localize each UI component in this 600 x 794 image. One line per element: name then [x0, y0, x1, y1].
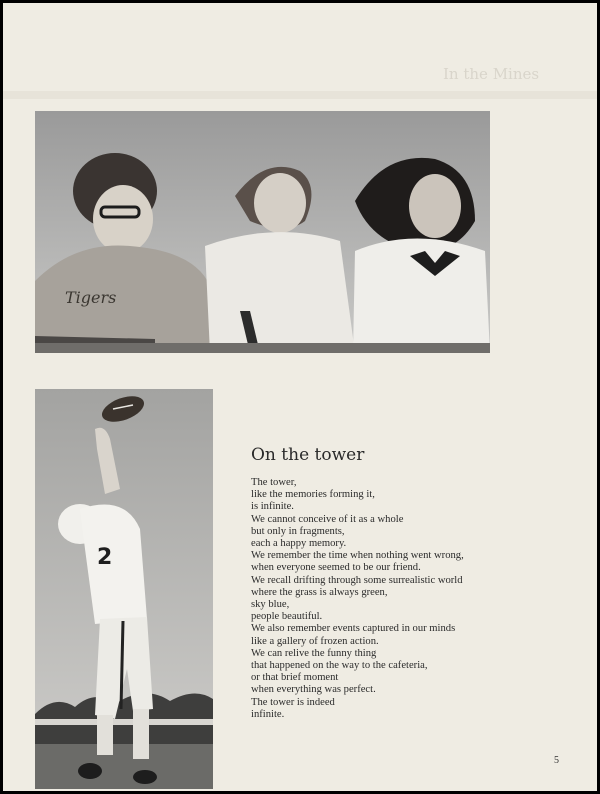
page-number: 5 [554, 755, 559, 766]
poem-line: or that brief moment [251, 672, 339, 684]
poem-line: We can relive the funny thing [251, 647, 377, 659]
bleed-through-header: In the Mines [443, 65, 540, 83]
poem-line: each a happy memory. [251, 538, 347, 550]
poem-line: We recall drifting through some surrealistic world [251, 574, 463, 586]
poem-line: The tower, [251, 477, 297, 488]
poem-line: but only in fragments, [251, 525, 345, 537]
poem-body [251, 477, 551, 721]
poem-line: We also remember events captured in our minds [251, 623, 456, 635]
svg-text:2: 2 [97, 545, 113, 570]
poem-line: that happened on the way to the cafeteria, [251, 660, 428, 672]
poem-line: people beautiful. [251, 611, 323, 623]
poem-line: The tower is indeed [251, 696, 335, 708]
bleed-through-band [3, 91, 597, 99]
article-title: On the tower [251, 445, 365, 465]
poem-line: sky blue, [251, 599, 290, 611]
photo-three-girls [35, 111, 490, 353]
poem-line: like the memories forming it, [251, 489, 375, 501]
yearbook-page [3, 3, 597, 791]
poem-line: when everything was perfect. [251, 684, 376, 696]
poem-line: We cannot conceive of it as a whole [251, 513, 404, 525]
photo-three-girls-image [35, 111, 490, 353]
poem-line: where the grass is always green, [251, 586, 388, 598]
poem-line: is infinite. [251, 501, 294, 513]
poem-line: like a gallery of frozen action. [251, 635, 379, 647]
tigers-shirt-text: Tigers [65, 288, 117, 307]
poem-line: infinite. [251, 708, 285, 720]
poem-line: when everyone seemed to be our friend. [251, 562, 421, 574]
photo-football-catch [35, 389, 213, 789]
photo-football-catch-image [35, 389, 213, 789]
poem-line: We remember the time when nothing went wrong, [251, 550, 464, 562]
